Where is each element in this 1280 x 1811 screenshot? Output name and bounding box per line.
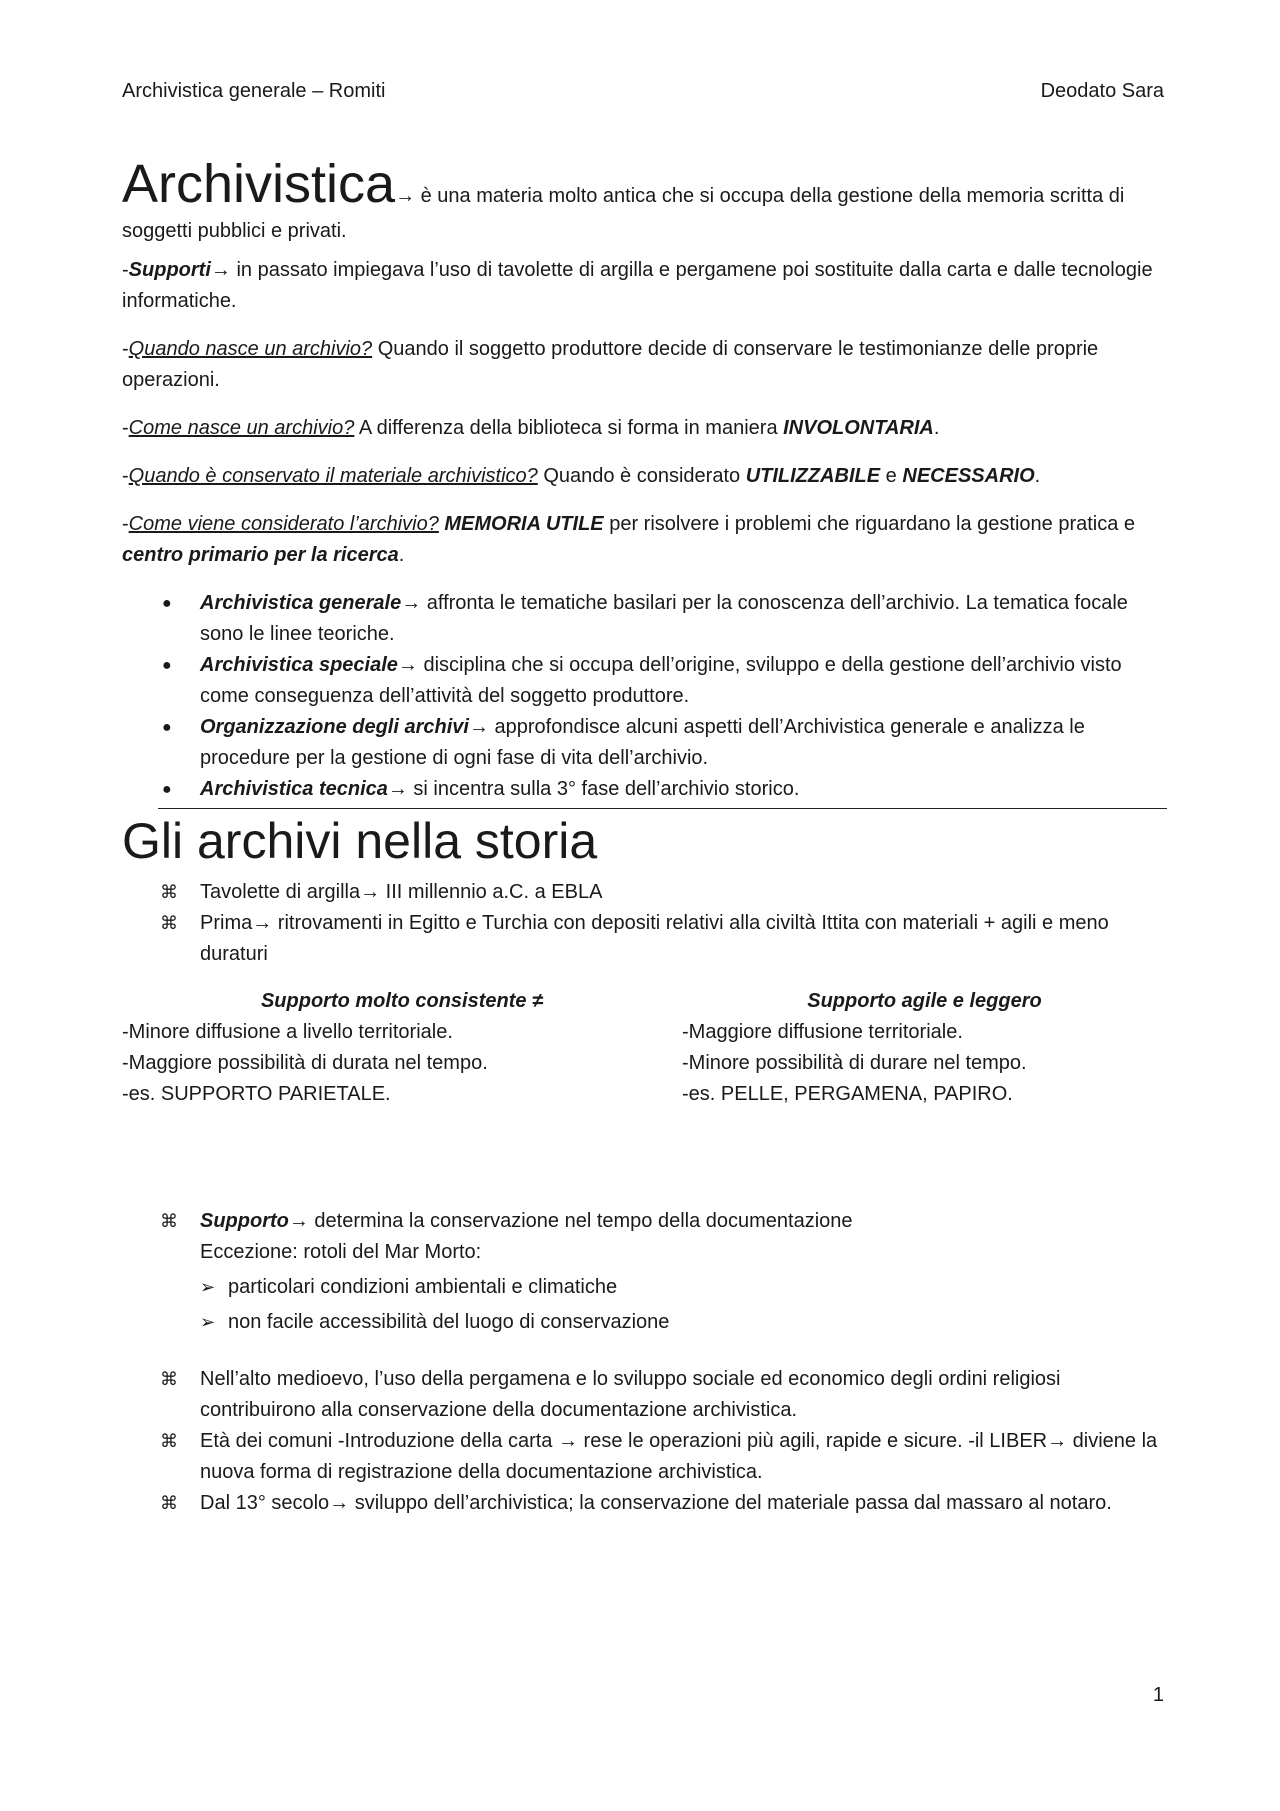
list-item [200,1272,1167,1303]
list-item [122,650,1167,712]
command-icon: ⌘ [160,1493,178,1514]
comparison-line: -Minore diffusione a livello territoriale. [122,1021,453,1043]
punct: . [398,544,405,566]
spacer [122,1338,1167,1364]
supporto-list [122,1206,1167,1338]
page-header [122,76,1164,106]
comparison-line: -es. PELLE, PERGAMENA, PAPIRO. [682,1083,1013,1105]
punct: . [933,417,940,439]
question-come-considerato: Come viene considerato l’archivio? [128,513,439,535]
paragraph-supporti: -Supporti→ in passato impiegava l’uso di tavolette di argilla e pergamene poi sostituite dalla carta e dalle tecnologie informatiche. [122,259,1153,312]
comparison-line: -Maggiore possibilità di durata nel tempo. [122,1052,488,1074]
branches-list [122,588,1167,805]
list-item [122,908,1167,970]
section-title: Gli archivi nella storia [122,813,598,869]
question-come-nasce: Come nasce un archivio? [128,417,355,439]
command-icon: ⌘ [160,882,178,903]
bullet-icon: ● [162,719,172,736]
question-quando-nasce: Quando nasce un archivio? [128,338,373,360]
bullet-text: → affronta le tematiche basilari per la conoscenza dell’archivio. La tematica focale sono le linee teoriche. [200,592,1128,645]
subitem-text: particolari condizioni ambientali e climatiche [228,1276,618,1298]
paragraph-quando-nasce: -Quando nasce un archivio? Quando il soggetto produttore decide di conservare le testimonianze delle proprie operazioni. [122,338,1099,391]
intro-paragraph [122,152,1167,247]
eccezione-text: Eccezione: rotoli del Mar Morto: [200,1241,482,1263]
bullet-icon: ● [162,781,172,798]
history-intro-list [122,877,1167,970]
item-text: Tavolette di argilla→ III millennio a.C. a EBLA [200,881,603,903]
subitem-text: non facile accessibilità del luogo di conservazione [228,1311,670,1333]
paragraph-come-nasce: -Come nasce un archivio? A differenza della biblioteca si forma in maniera INVOLONTARIA. [122,417,940,439]
paragraph-quando-conservato: -Quando è conservato il materiale archivistico? Quando è considerato UTILIZZABILE e NECESSARIO. [122,465,1041,487]
list-item [122,1426,1167,1488]
answer-quando-nasce: Quando il soggetto produttore decide di conservare le testimonianze delle proprie operazioni. [122,338,1099,391]
arrow-bullet-icon: ➢ [200,1277,216,1298]
list-item [122,712,1167,774]
spacer [122,1110,1167,1206]
conj: e [880,465,903,487]
main-title: Archivistica [122,154,396,214]
list-item [122,1206,1167,1338]
comparison-line: -Minore possibilità di durare nel tempo. [682,1052,1027,1074]
comparison-line: -es. SUPPORTO PARIETALE. [122,1083,391,1105]
item-text: Nell’alto medioevo, l’uso della pergamena e lo sviluppo sociale ed economico degli ordini religiosi contribuirono alla conservazione della documentazione archivistica. [200,1368,1061,1421]
keyword-centro-primario: centro primario per la ricerca [122,544,399,566]
page-number: 1 [1152,1684,1164,1706]
support-comparison [122,986,1167,1110]
bullet-text: → approfondisce alcuni aspetti dell’Archivistica generale e analizza le procedure per la gestione di ogni fase di vita dell’archivio. [200,716,1085,769]
comparison-left-heading: Supporto molto consistente ≠ [260,990,544,1012]
keyword-necessario: NECESSARIO [902,465,1035,487]
header-author: Deodato Sara [1040,80,1164,102]
keyword-utilizzabile: UTILIZZABILE [745,465,881,487]
intro-text: → è una materia molto antica che si occupa della gestione della memoria scritta di soggetti pubblici e privati. [122,185,1125,242]
bullet-icon: ● [162,595,172,612]
paragraph-come-considerato: -Come viene considerato l’archivio? MEMORIA UTILE per risolvere i problemi che riguardano la gestione pratica e centro primario per la ricerca. [122,513,1136,566]
item-text: Prima→ ritrovamenti in Egitto e Turchia con depositi relativi alla civiltà Ittita con materiali + agili e meno duraturi [200,912,1109,965]
bullet-label: Archivistica generale [200,592,402,614]
list-item [122,774,1167,805]
supporti-label: Supporti [128,259,211,281]
arrow-bullet-icon: ➢ [200,1312,216,1333]
command-icon: ⌘ [160,1431,178,1452]
supporto-text: → determina la conservazione nel tempo della documentazione [288,1210,853,1232]
command-icon: ⌘ [160,1369,178,1390]
keyword-memoria-utile: MEMORIA UTILE [444,513,604,535]
question-quando-conservato: Quando è conservato il materiale archivistico? [128,465,538,487]
bullet-label: Archivistica speciale [200,654,398,676]
comparison-left-column [122,986,682,1110]
list-item [122,1364,1167,1426]
bullet-text: → disciplina che si occupa dell’origine, sviluppo e della gestione dell’archivio visto come conseguenza dell’attività del soggetto produttore. [200,654,1122,707]
bullet-label: Organizzazione degli archivi [200,716,469,738]
answer-come-nasce: A differenza della biblioteca si forma in maniera [354,417,784,439]
command-icon: ⌘ [160,913,178,934]
page-content [122,152,1167,1519]
supporto-label: Supporto [200,1210,289,1232]
bullet-icon: ● [162,657,172,674]
comparison-right-column [682,986,1167,1110]
command-icon: ⌘ [160,1211,178,1232]
list-item [122,1488,1167,1519]
comparison-line: -Maggiore diffusione territoriale. [682,1021,963,1043]
list-item [122,588,1167,650]
item-text: Dal 13° secolo→ sviluppo dell’archivistica; la conservazione del materiale passa dal massaro al notaro. [200,1492,1112,1514]
answer-come-considerato: per risolvere i problemi che riguardano la gestione pratica e [603,513,1136,535]
comparison-right-heading: Supporto agile e leggero [807,990,1042,1012]
keyword-involontaria: INVOLONTARIA [783,417,934,439]
supporti-text: → in passato impiegava l’uso di tavolette di argilla e pergamene poi sostituite dalla carta e dalle tecnologie informatiche. [122,259,1153,312]
item-text: Età dei comuni -Introduzione della carta → rese le operazioni più agili, rapide e sicure. -il LIBER→ diviene la nuova forma di registrazione della documentazione archivistica. [200,1430,1158,1483]
list-item [200,1307,1167,1338]
bullet-label: Archivistica tecnica [200,778,388,800]
punct: . [1034,465,1041,487]
answer-quando-conservato: Quando è considerato [537,465,746,487]
list-item [122,877,1167,908]
bullet-text: → si incentra sulla 3° fase dell’archivio storico. [387,778,800,800]
header-course: Archivistica generale – Romiti [122,80,386,102]
history-list [122,1364,1167,1519]
